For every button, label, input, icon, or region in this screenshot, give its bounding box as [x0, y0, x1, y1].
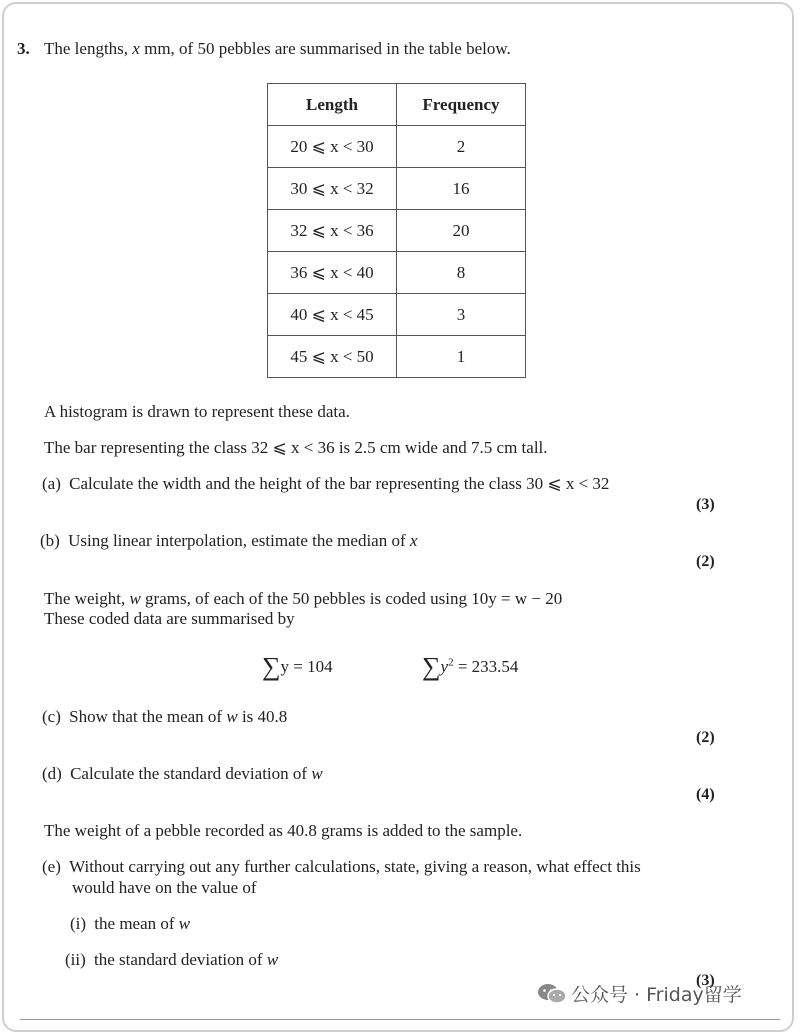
- part-c-text2: is 40.8: [237, 707, 288, 726]
- part-a-class: 30 ⩽ x < 32: [526, 474, 610, 493]
- cell-length: 45 ⩽ x < 50: [268, 336, 397, 378]
- question-number: 3.: [17, 39, 30, 58]
- coding-text-b: grams, of each of the 50 pebbles is coded using: [140, 589, 472, 608]
- added-pebble-text: The weight of a pebble recorded as 40.8 grams is added to the sample.: [44, 821, 523, 840]
- part-b-var: x: [409, 531, 418, 550]
- sum-y-squared: [422, 652, 518, 682]
- cell-length: 30 ⩽ x < 32: [268, 168, 397, 210]
- cell-frequency: 3: [397, 294, 526, 336]
- header-frequency: Frequency: [397, 84, 526, 126]
- part-e-i: [70, 914, 190, 934]
- part-b-marks: (2): [696, 553, 715, 570]
- bar-class: 32 ⩽ x < 36: [251, 438, 335, 457]
- part-b: [40, 531, 417, 551]
- sum-y: [262, 652, 333, 682]
- sum-y2-var: y: [440, 657, 449, 676]
- frequency-table: [267, 83, 526, 378]
- part-e-label: (e): [42, 857, 61, 876]
- cell-frequency: 1: [397, 336, 526, 378]
- part-d: [42, 764, 323, 784]
- part-e-line1: Without carrying out any further calculations, state, giving a reason, what effect this: [69, 857, 641, 876]
- cell-frequency: 2: [397, 126, 526, 168]
- coding-text: [44, 589, 562, 609]
- sum-y-value: y = 104: [280, 657, 333, 676]
- part-c-label: (c): [42, 707, 61, 726]
- part-e-ii-label: (ii): [65, 950, 86, 969]
- part-d-var: w: [311, 764, 323, 783]
- cell-length: 36 ⩽ x < 40: [268, 252, 397, 294]
- watermark-text: 公众号 · Friday留学: [571, 984, 742, 1006]
- part-c: [42, 707, 287, 727]
- table-header-row: [268, 84, 526, 126]
- coding-equation: 10y = w − 20: [471, 589, 563, 608]
- part-e-line2: would have on the value of: [72, 878, 257, 897]
- part-c-var: w: [226, 707, 238, 726]
- sum-y2-exponent: 2: [448, 656, 454, 669]
- bar-text-b: is 2.5 cm wide and 7.5 cm tall.: [334, 438, 548, 457]
- cell-length: 40 ⩽ x < 45: [268, 294, 397, 336]
- part-e-marks: (3): [696, 972, 715, 989]
- cell-length: 32 ⩽ x < 36: [268, 210, 397, 252]
- histogram-text: A histogram is drawn to represent these data.: [44, 402, 350, 421]
- part-a-text: Calculate the width and the height of the bar representing the class: [69, 474, 527, 493]
- part-b-text: Using linear interpolation, estimate the median of: [68, 531, 410, 550]
- part-a: [42, 474, 609, 494]
- cell-frequency: 20: [397, 210, 526, 252]
- part-d-marks: (4): [696, 786, 715, 803]
- table-row: [268, 210, 526, 252]
- part-b-label: (b): [40, 531, 60, 550]
- part-c-text: Show that the mean of: [69, 707, 227, 726]
- cell-frequency: 8: [397, 252, 526, 294]
- cell-length: 20 ⩽ x < 30: [268, 126, 397, 168]
- table-row: [268, 336, 526, 378]
- part-d-text: Calculate the standard deviation of: [70, 764, 312, 783]
- part-a-label: (a): [42, 474, 61, 493]
- stem-text-b: mm, of 50 pebbles are summarised in the table below.: [139, 39, 511, 58]
- sigma-icon: ∑: [262, 652, 281, 681]
- part-a-marks: (3): [696, 496, 715, 513]
- coding-text-a: The weight,: [44, 589, 130, 608]
- sigma-icon: ∑: [422, 652, 441, 681]
- part-c-marks: (2): [696, 729, 715, 746]
- stem-var: x: [132, 39, 140, 58]
- cell-frequency: 16: [397, 168, 526, 210]
- part-e-i-label: (i): [70, 914, 87, 933]
- watermark: [537, 980, 742, 1007]
- bar-text-a: The bar representing the class: [44, 438, 252, 457]
- part-d-label: (d): [42, 764, 62, 783]
- part-e: [42, 857, 641, 877]
- part-e-ii-var: w: [266, 950, 279, 969]
- sum-y2-value: = 233.54: [453, 657, 519, 676]
- part-e-ii: [65, 950, 278, 970]
- coding-var: w: [129, 589, 141, 608]
- part-e-ii-text: the standard deviation of: [94, 950, 267, 969]
- table-row: [268, 126, 526, 168]
- table-row: [268, 168, 526, 210]
- wechat-icon: [537, 983, 567, 1005]
- header-length: Length: [268, 84, 397, 126]
- coded-summary-text: These coded data are summarised by: [44, 609, 295, 628]
- part-e-i-var: w: [178, 914, 191, 933]
- bar-text: [44, 438, 548, 458]
- question-stem: [17, 39, 511, 59]
- part-e-i-text: the mean of: [94, 914, 179, 933]
- table-row: [268, 294, 526, 336]
- bottom-rule: [20, 1019, 780, 1020]
- stem-text-a: The lengths,: [44, 39, 133, 58]
- table-row: [268, 252, 526, 294]
